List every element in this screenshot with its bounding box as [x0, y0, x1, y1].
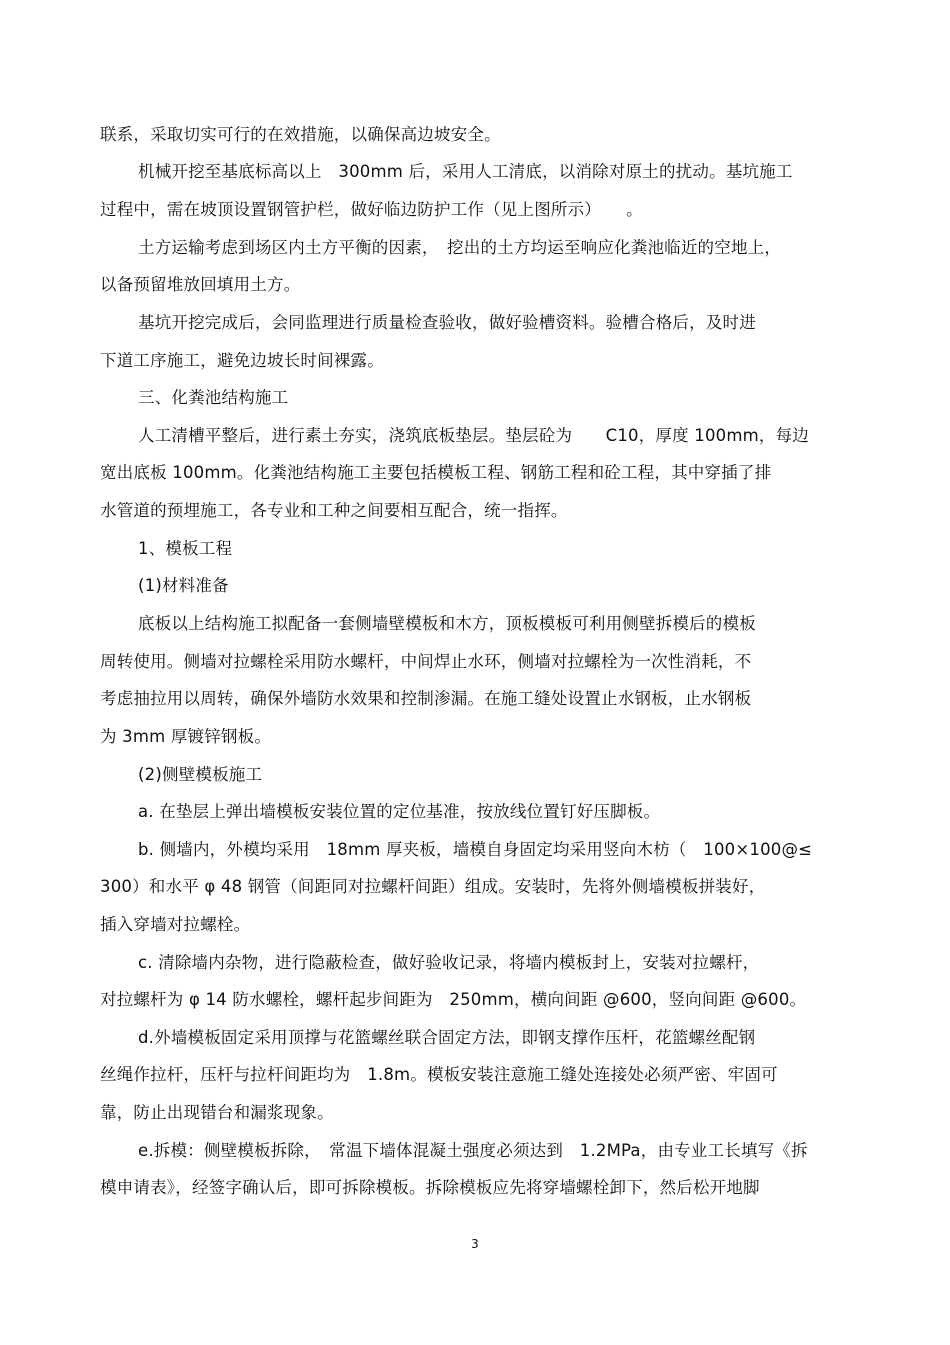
text-line: 模申请表》，经签字确认后，即可拆除模板。拆除模板应先将穿墙螺栓卸下，然后松开地脚	[100, 1178, 760, 1197]
text-line: 周转使用。侧墙对拉螺栓采用防水螺杆，中间焊止水环，侧墙对拉螺栓为一次性消耗，不	[100, 652, 752, 671]
text-line: 机械开挖至基底标高以上 300mm 后，采用人工清底，以消除对原土的扰动。基坑施工	[138, 162, 793, 181]
text-line: 为 3mm 厚镀锌钢板。	[100, 727, 272, 746]
text-line: c. 清除墙内杂物，进行隐蔽检查，做好验收记录，将墙内模板封上，安装对拉螺杆，	[138, 953, 760, 972]
text-line: b. 侧墙内，外模均采用 18mm 厚夹板，墙模自身固定均采用竖向木枋（ 100×100@≤	[138, 840, 813, 859]
text-line: 下道工序施工，避免边坡长时间裸露。	[100, 351, 384, 370]
text-line: 对拉螺杆为 φ 14 防水螺栓，螺杆起步间距为 250mm，横向间距 @600，竖向间距 @600。	[100, 990, 807, 1009]
text-line: 宽出底板 100mm。化粪池结构施工主要包括模板工程、钢筋工程和砼工程，其中穿插了排	[100, 463, 772, 482]
text-line: 联系，采取切实可行的在效措施，以确保高边坡安全。	[100, 125, 501, 144]
text-line: 人工清槽平整后，进行素土夯实，浇筑底板垫层。垫层砼为 C10，厚度 100mm，每边	[138, 426, 810, 445]
text-line: 水管道的预埋施工，各专业和工种之间要相互配合，统一指挥。	[100, 501, 568, 520]
text-line: 过程中，需在坡顶设置钢管护栏，做好临边防护工作（见上图所示） 。	[100, 200, 643, 219]
text-line: 土方运输考虑到场区内土方平衡的因素， 挖出的土方均运至响应化粪池临近的空地上，	[138, 238, 782, 257]
text-line: d.外墙模板固定采用顶撑与花篮螺丝联合固定方法，即钢支撑作压杆，花篮螺丝配钢	[138, 1028, 756, 1047]
text-line: 基坑开挖完成后，会同监理进行质量检查验收，做好验槽资料。验槽合格后，及时进	[138, 313, 756, 332]
section-heading: 三、化粪池结构施工	[138, 388, 289, 407]
text-line: 靠，防止出现错台和漏浆现象。	[100, 1103, 334, 1122]
text-line: 300）和水平 φ 48 钢管（间距同对拉螺杆间距）组成。安装时，先将外侧墙模板拼装好，	[100, 877, 766, 896]
page-number: 3	[471, 1237, 479, 1251]
text-line: 考虑抽拉用以周转，确保外墙防水效果和控制渗漏。在施工缝处设置止水钢板，止水钢板	[100, 689, 752, 708]
text-line: 以备预留堆放回填用土方。	[100, 275, 301, 294]
text-line: 插入穿墙对拉螺栓。	[100, 915, 251, 934]
subsection-heading: 1、模板工程	[138, 539, 233, 558]
subsection-heading: (2)侧壁模板施工	[138, 765, 263, 784]
text-line: e.拆模：侧壁模板拆除， 常温下墙体混凝土强度必须达到 1.2MPa，由专业工长填写《拆	[138, 1141, 808, 1160]
text-line: 底板以上结构施工拟配备一套侧墙壁模板和木方，顶板模板可利用侧壁拆模后的模板	[138, 614, 756, 633]
text-line: a. 在垫层上弹出墙模板安装位置的定位基准，按放线位置钉好压脚板。	[138, 802, 661, 821]
text-line: 丝绳作拉杆，压杆与拉杆间距均为 1.8m。模板安装注意施工缝处连接处必须严密、牢固可	[100, 1065, 778, 1084]
subsection-heading: (1)材料准备	[138, 576, 229, 595]
